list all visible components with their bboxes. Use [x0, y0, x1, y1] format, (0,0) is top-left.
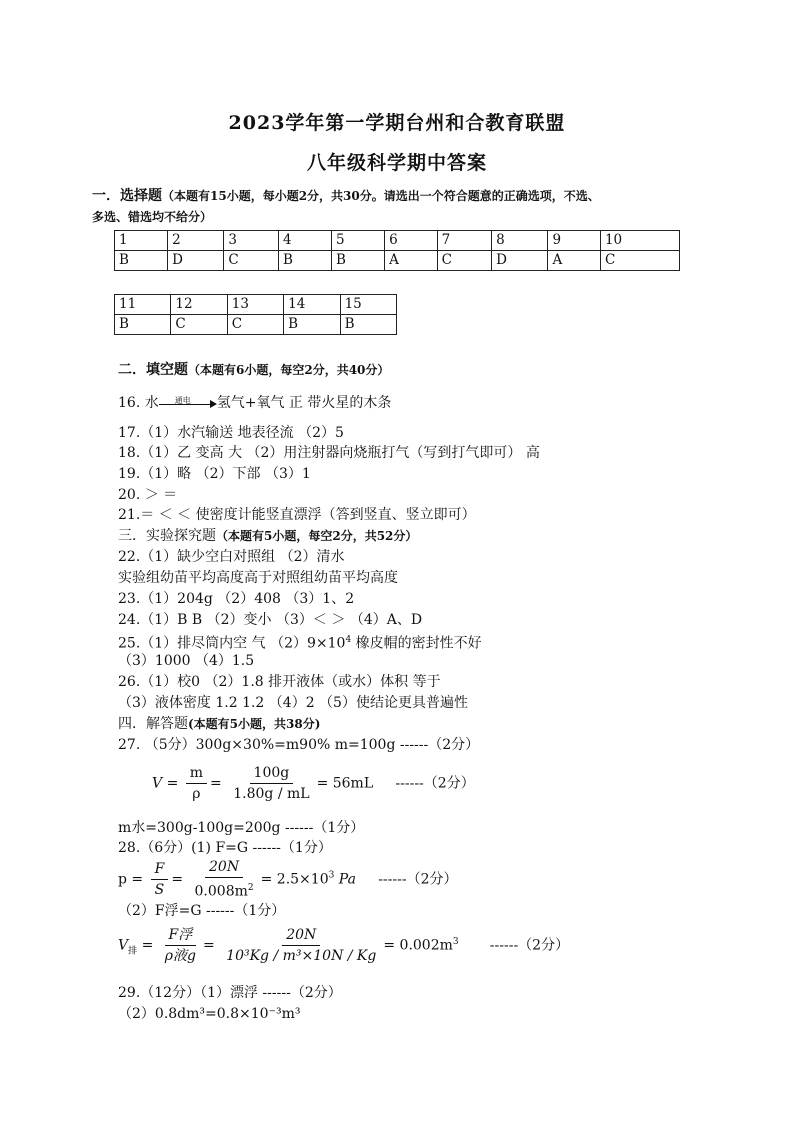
section2-heading: 二．填空题	[118, 362, 188, 378]
table-cell: A	[548, 251, 600, 271]
table-cell: C	[224, 251, 279, 271]
page-subtitle: 八年级科学期中答案	[306, 152, 487, 174]
formula-q28-displaced-volume: $V_排$ = $\frac{\text{F浮}}{\text{ρ液g}}$ = $\frac{20N}{\text{10³Kg / m³×10N / Kg}}$ = $0.002m^3$ ------（2分）	[118, 927, 570, 964]
denominator-exponent: 2	[247, 883, 254, 893]
answer-q26-line2: （3）液体密度 1.2 1.2 （4）2 （5）使结论更具普遍性	[118, 695, 468, 711]
q16-prefix: 16. 水	[118, 395, 159, 411]
table-cell: C	[437, 251, 492, 271]
table-cell: B	[115, 251, 168, 271]
section2-heading-line	[118, 361, 389, 379]
answer-q27-line1: 27. （5分）300g×30%=m90% m=100g ------（2分）	[118, 737, 480, 753]
section3-heading: 三．实验探究题	[118, 528, 216, 544]
table-cell: 6	[385, 231, 437, 251]
answer-q29-line2: （2）0.8dm³=0.8×10⁻³m³	[118, 1006, 301, 1022]
answer-q22-line2: 实验组幼苗平均高度高于对照组幼苗平均高度	[118, 570, 398, 586]
denominator: S	[154, 881, 165, 898]
table-cell: 10	[600, 231, 679, 251]
answer-q24: 24.（1）B B （2）变小 （3）＜ ＞ （4）A、D	[118, 612, 423, 628]
formula-result: = 56mL	[316, 775, 374, 792]
table-row	[115, 231, 680, 251]
numerator: 20N	[282, 926, 320, 946]
table-cell: 11	[115, 295, 171, 315]
table-cell: 3	[224, 231, 279, 251]
answer-q25-line1	[118, 631, 482, 653]
lhs-subscript: 排	[128, 946, 138, 957]
denominator-text: 0.008m	[194, 883, 248, 900]
q25-exponent: 4	[345, 635, 352, 645]
formula-lhs: V	[152, 775, 163, 792]
answer-q26-line1: 26.（1）校0 （2）1.8 排开液体（或水）体积 等于	[118, 674, 441, 690]
formula-score: ------（2分）	[395, 775, 475, 792]
formula-score: ------（2分）	[378, 871, 458, 888]
formula-result: = 2.5×10	[260, 871, 329, 888]
answer-table-2	[114, 294, 397, 335]
answer-q20: 20. ＞ ＝	[118, 487, 178, 503]
result-unit: Pa	[334, 871, 356, 888]
table-cell: 14	[284, 295, 340, 315]
numerator: F浮	[165, 926, 197, 946]
numerator: 100g	[250, 764, 294, 784]
denominator: ρ液g	[164, 948, 196, 964]
table-row	[115, 315, 397, 335]
table-row	[115, 295, 397, 315]
table-cell: 7	[437, 231, 492, 251]
arrow-icon	[159, 396, 217, 410]
section3-note: （本题有5小题，每空2分，共52分）	[216, 529, 418, 543]
fraction	[161, 926, 200, 965]
section2-note: （本题有6小题，每空2分，共40分）	[188, 363, 390, 377]
answer-q25-line2: （3）1000 （4）1.5	[118, 653, 255, 669]
formula-lhs: p	[118, 871, 127, 888]
result-exponent: 3	[452, 936, 459, 947]
fraction	[229, 764, 313, 803]
fraction	[222, 926, 380, 965]
table-cell: 12	[171, 295, 227, 315]
section4-heading-line	[118, 715, 320, 733]
answer-q28-line1: 28.（6分）(1) F=G ------（1分）	[118, 840, 332, 856]
formula-result: = 0.002m	[383, 937, 453, 954]
table-cell: B	[332, 251, 385, 271]
section3-heading-line	[118, 527, 417, 545]
fraction	[191, 858, 258, 901]
table-cell: B	[340, 315, 396, 335]
section4-note: (本题有5小题，共38分)	[188, 717, 321, 731]
table-cell: 2	[168, 231, 224, 251]
section4-heading: 四．解答题	[118, 716, 188, 732]
formula-q28-pressure: p = $\frac{F}{S}$ = $\frac{20N}{0.008m^2}$ = $2.5\times 10^3$ Pa ------（2分）	[118, 859, 458, 900]
table-cell: A	[385, 251, 437, 271]
answer-q17: 17.（1）水汽输送 地表径流 （2）5	[118, 425, 344, 441]
answer-q21: 21.＝ ＜ ＜ 使密度计能竖直漂浮（答到竖直、竖立即可）	[118, 507, 476, 523]
q25-text: 25.（1）排尽筒内空 气 （2）9×10	[118, 635, 346, 652]
denominator: ρ	[192, 786, 201, 802]
table-cell: 13	[227, 295, 283, 315]
table-cell: 4	[278, 231, 331, 251]
section1-note-cont: 多选、错选均不给分）	[92, 210, 213, 224]
table-cell: 9	[548, 231, 600, 251]
answer-q23: 23.（1）204g （2）408 （3）1、2	[118, 591, 355, 607]
table-cell: B	[115, 315, 171, 335]
table-cell: 15	[340, 295, 396, 315]
table-cell: D	[168, 251, 224, 271]
section1-heading: 一．选择题	[92, 188, 162, 204]
table-cell: D	[492, 251, 548, 271]
answer-q19: 19.（1）略 （2）下部 （3）1	[118, 466, 311, 482]
table-cell: C	[600, 251, 679, 271]
answer-q28-line3: （2）F浮=G ------（1分）	[118, 903, 286, 919]
formula-score: ------（2分）	[489, 937, 570, 954]
page-title: 2023学年第一学期台州和合教育联盟	[228, 112, 566, 134]
answer-q27-line3: m水=300g-100g=200g ------（1分）	[118, 820, 365, 836]
table-row	[115, 251, 680, 271]
section1-heading-line	[92, 187, 600, 205]
denominator	[191, 878, 258, 901]
table-cell: C	[171, 315, 227, 335]
denominator: 10³Kg / m³×10N / Kg	[226, 948, 377, 964]
formula-q27-volume: V = $\frac{m}{\rho}$ = $\frac{100g}{1.80g / mL}$ = 56mL ------（2分）	[152, 765, 475, 802]
section1-note: （本题有15小题，每小题2分，共30分。请选出一个符合题意的正确选项，不选、	[162, 189, 600, 203]
fraction	[186, 764, 207, 803]
answer-q16	[118, 394, 391, 412]
numerator: m	[186, 764, 207, 784]
table-cell: B	[284, 315, 340, 335]
answer-q18: 18.（1）乙 变高 大 （2）用注射器向烧瓶打气（写到打气即可） 高	[118, 445, 540, 461]
denominator: 1.80g / mL	[233, 786, 310, 802]
table-cell: B	[278, 251, 331, 271]
table-cell: C	[227, 315, 283, 335]
table-cell: 8	[492, 231, 548, 251]
result-exponent: 3	[328, 870, 335, 881]
numerator: F	[151, 860, 169, 880]
fraction	[151, 860, 169, 899]
answer-q22-line1: 22.（1）缺少空白对照组 （2）清水	[118, 549, 345, 565]
numerator: 20N	[205, 858, 243, 878]
answer-table-1	[114, 230, 680, 271]
table-cell: 1	[115, 231, 168, 251]
formula-lhs: V	[118, 937, 129, 954]
q16-suffix: 氢气+氧气 正 带火星的木条	[216, 395, 392, 411]
arrow-label: 通电	[174, 396, 191, 405]
answer-q29-line1: 29.（12分）（1）漂浮 ------（2分）	[118, 985, 342, 1001]
table-cell: 5	[332, 231, 385, 251]
q25-tail: 橡皮帽的密封性不好	[351, 635, 482, 652]
